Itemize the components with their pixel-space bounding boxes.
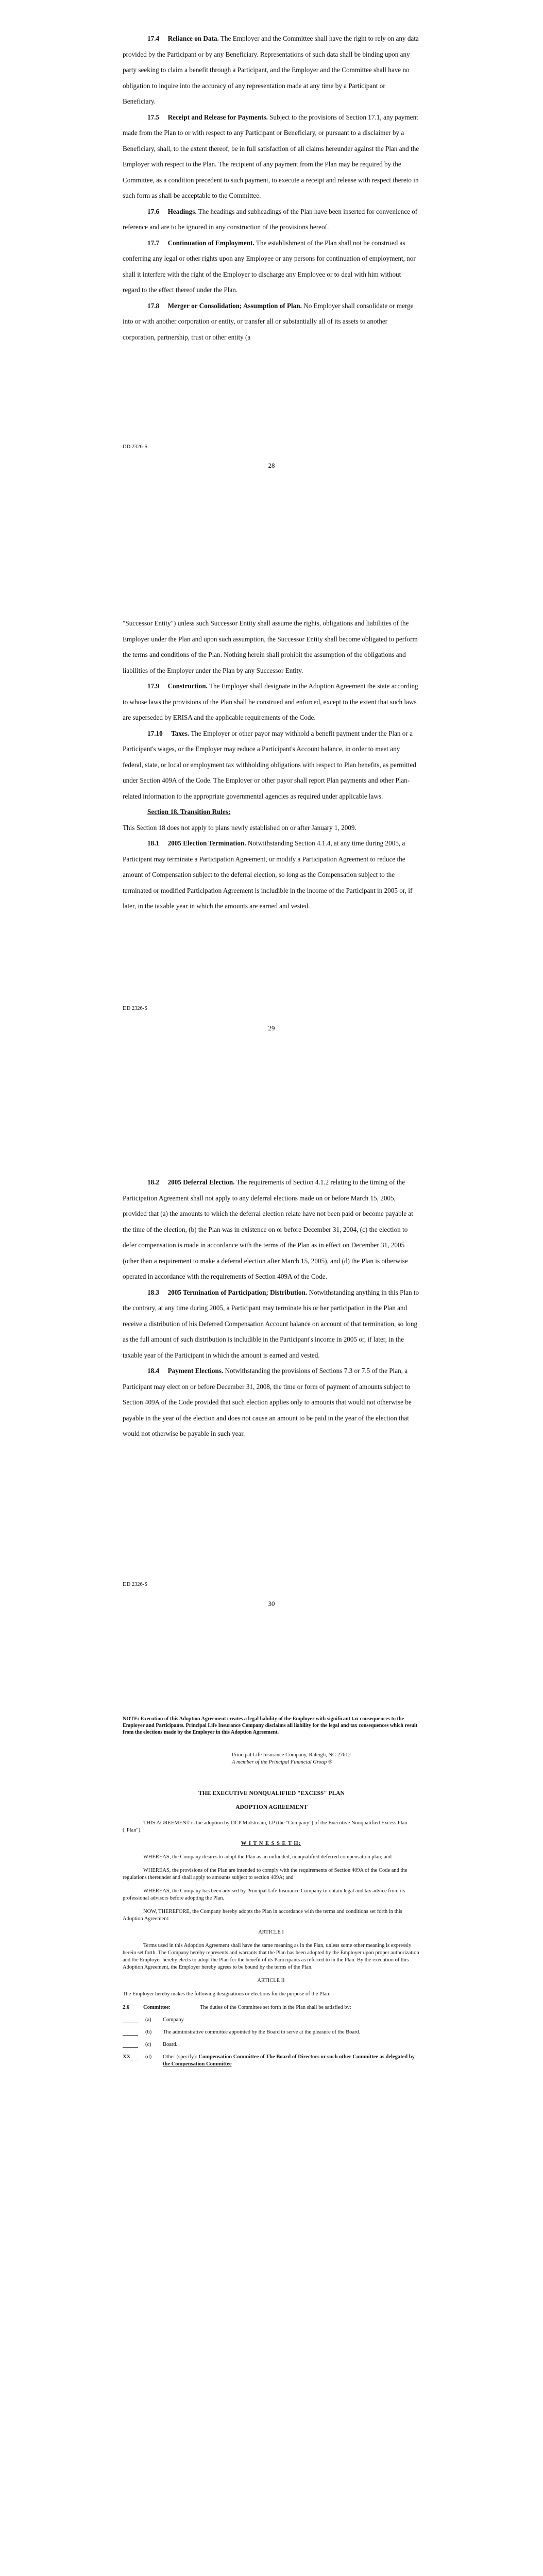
page-number: 30 (268, 1600, 275, 1607)
option-d-mark[interactable]: XX (123, 2054, 138, 2060)
page-number: 29 (268, 1024, 275, 1032)
article-1-heading: ARTICLE I (258, 1929, 284, 1935)
option-c (123, 2041, 419, 2048)
paragraph-18-4: 18.4 Payment Elections. Notwithstanding the provisions of Sections 7.3 or 7.5 of the Plan, a Participant may elect on or before December 31, 2008, the time or form of payment of amounts subject to Section 409A of the Code provided that such election applies only to amounts that would not otherwise be payable in the year of the election and does not cause an amount to be paid in the year of the election that would not otherwise be payable in such year. (123, 1367, 412, 1437)
option-c-mark[interactable] (123, 2041, 138, 2048)
item-text: The duties of the Committee set forth in the Plan shall be satisfied by: (200, 2005, 351, 2010)
option-c-letter: (c) (145, 2042, 151, 2047)
company-tagline: A member of the Principal Financial Group ® (232, 1759, 332, 1765)
section-18-intro: This Section 18 does not apply to plans newly established on or after January 1, 2009. (123, 823, 357, 832)
option-a-mark[interactable] (123, 2016, 138, 2023)
witnesseth: W I T N E S S E T H: (241, 1841, 301, 1846)
option-a-text: Company (163, 2017, 184, 2023)
footer-code: DD 2326-S (123, 1582, 148, 1587)
paragraph-17-5: 17.5 Receipt and Release for Payments. Subject to the provisions of Section 17.1, any payment made from the Plan to or with respect to any Participant or Beneficiary, or pursuant to a disclaimer by a Beneficiary, shall, to the extent thereof, be in full satisfaction of all claims hereunder against the Plan and the Employer with respect to the Plan. The recipient of any payment from the Plan may be required by the Committee, as a condition precedent to such payment, to execute a receipt and release with respect thereto in such form as shall be acceptable to the Committee. (123, 113, 419, 199)
option-d-text (163, 2054, 419, 2068)
section-18-heading: Section 18. Transition Rules: (147, 808, 231, 816)
paragraph-17-6: 17.6 Headings. The headings and subheadings of the Plan have been inserted for convenience of reference and are to be ignored in any construction of the provisions hereof. (123, 207, 418, 231)
option-c-text: Board. (163, 2042, 178, 2047)
option-d-value: Compensation Committee of The Board of Directors or such other Committee as delegated by the Compensation Committee (163, 2054, 415, 2067)
option-b-mark[interactable] (123, 2029, 138, 2036)
option-d-prefix: Other (specify): (163, 2054, 199, 2060)
option-b (123, 2029, 419, 2036)
paragraph-17-10: 17.10 Taxes. The Employer or other payor may withhold a benefit payment under the Plan or a Participant's wages, or the Employer may reduce a Participant's Account balance, in order to meet any federal, state, or local or employment tax withholding obligations with respect to Plan benefits, as permitted under Section 409A of the Code. The Employer or other payor shall report Plan payments and other Plan-related information to the appropriate governmental agencies as required under applicable laws. (123, 729, 416, 800)
footer-code: DD 2326-S (123, 1006, 148, 1011)
page-30 (0, 1123, 543, 1700)
company-line: Principal Life Insurance Company, Raleigh, NC 27612 (232, 1752, 351, 1758)
plan-title: THE EXECUTIVE NONQUALIFIED "EXCESS" PLAN (198, 1790, 345, 1797)
committee-options (123, 2016, 419, 2068)
item-number: 2.6 (123, 2005, 130, 2010)
company-info (232, 1752, 417, 1766)
legal-note: NOTE: Execution of this Adoption Agreement creates a legal liability of the Employer with significant tax consequences to the Employer and Participants. Principal Life Insurance Company disclaims all liability for the legal and tax consequences which result from the elections made by the Employer in this Adoption Agreement. (123, 1716, 418, 1735)
whereas-1: WHEREAS, the Company desires to adopt the Plan as an unfunded, nonqualified deferred compensation plan; and (143, 1854, 392, 1860)
option-d-letter: (d) (145, 2054, 152, 2060)
item-title: Committee: (143, 2005, 171, 2010)
option-a-letter: (a) (145, 2017, 151, 2023)
now-therefore: NOW, THEREFORE, the Company hereby adopts the Plan in accordance with the terms and conditions set forth in this Adoption Agreement: (123, 1909, 402, 1922)
option-b-text: The administrative committee appointed by the Board to serve at the pleasure of the Board. (163, 2029, 361, 2035)
paragraph-18-1: 18.1 2005 Election Termination. Notwithstanding Section 4.1.4, at any time during 2005, a Participant may terminate a Participation Agreement, or modify a Participation Agreement to reduce the amount of Compensation subject to the deferral election, so long as the Compensation subject to the terminated or modified Participation Agreement is includible in the income of the Participant in 2005 or, if later, in the taxable year in which the amounts are earned and vested. (123, 839, 413, 910)
paragraph-17-8: 17.8 Merger or Consolidation; Assumption of Plan. No Employer shall consolidate or merge into or with another corporation or entity, or transfer all or substantially all of its assets to another corporation, partnership, trust or other entity (a (123, 301, 414, 341)
whereas-2: WHEREAS, the provisions of the Plan are intended to comply with the requirements of Section 409A of the Code and the regulations thereunder and shall apply to amounts subject to section 409A; and (123, 1868, 408, 1880)
article-2-heading: ARTICLE II (257, 1978, 285, 1984)
footer-code: DD 2326-S (123, 444, 148, 450)
page-29-body (123, 616, 419, 914)
page-29 (0, 567, 543, 1123)
adoption-agreement-page (0, 1700, 543, 2576)
paragraph-17-7: 17.7 Continuation of Employment. The establishment of the Plan shall not be construed as conferring any legal or other rights upon any Employee or any persons for continuation of employment, nor shall it interfere with the right of the Employer to discharge any Employee or to deal with him without regard to the effect thereof under the Plan. (123, 239, 416, 294)
page-28-body (123, 31, 419, 345)
paragraph-18-3: 18.3 2005 Termination of Participation; Distribution. Notwithstanding anything in this Plan to the contrary, at any time during 2005, a Participant may terminate his or her participation in the Plan and receive a distribution of his Deferred Compensation Account balance on account of that termination, so long as the full amount of such distribution is includible in the Participant's income in 2005 or, if later, in the taxable year of the Participant in which the amount is earned and vested. (123, 1288, 419, 1359)
option-d (123, 2054, 419, 2068)
paragraph-18-2: 18.2 2005 Deferral Election. The requirements of Section 4.1.2 relating to the timing of the Participation Agreement shall not apply to any deferral elections made on or before March 15, 2005, provided that (a) the amounts to which the deferral election relate have not been paid or become payable at the time of the election, (b) the Plan was in existence on or before December 31, 2004, (c) the election to defer compensation is made in accordance with the terms of the Plan as in effect on December 31, 2005 (other than a requirement to make a deferral election after March 15, 2005), and (d) the Plan is otherwise operated in accordance with the requirements of Section 409A of the Code. (123, 1178, 413, 1280)
continuation-text: "Successor Entity") unless such Successor Entity shall assume the rights, obligations and liabilities of the Employer under the Plan and upon such assumption, the Successor Entity shall become obligated to perform the terms and conditions of the Plan. Nothing herein shall prohibit the assumption of the obligations and liabilities of the Employer under the Plan by any Successor Entity. (123, 619, 418, 674)
committee-item (123, 2004, 419, 2011)
paragraph-17-9: 17.9 Construction. The Employer shall designate in the Adoption Agreement the state according to whose laws the provisions of the Plan shall be construed and enforced, except to the extent that such laws are superseded by ERISA and the applicable requirements of the Code. (123, 682, 418, 721)
page-28 (0, 0, 543, 567)
page-30-body (123, 1175, 419, 1442)
option-b-letter: (b) (145, 2029, 152, 2035)
article-1-text: Terms used in this Adoption Agreement shall have the same meaning as in the Plan, unless some other meaning is expressly herein set forth. The Company hereby represents and warrants that the Plan has been adopted by the Employer upon proper authorization and the Employer hereby elects to adopt the Plan for the benefit of its Participants as referred to in the Plan. By the execution of this Adoption Agreement, the Employer hereby agrees to be bound by the terms of the Plan. (123, 1943, 419, 1970)
agreement-body (123, 1820, 419, 2068)
paragraph-17-4: 17.4 Reliance on Data. The Employer and the Committee shall have the right to rely on any data provided by the Participant or by any Beneficiary. Representations of such data shall be binding upon any party seeking to claim a benefit through a Participant, and the Employer and the Committee shall have no obligation to inquire into the accuracy of any representation made at any time by a Participant or Beneficiary. (123, 35, 419, 105)
whereas-3: WHEREAS, the Company has been advised by Principal Life Insurance Company to obtain legal and tax advice from its professional advisors before adopting the Plan. (123, 1888, 405, 1901)
agreement-title: ADOPTION AGREEMENT (235, 1804, 308, 1810)
intro-text: THIS AGREEMENT is the adoption by DCP Midstream, LP (the "Company") of the Executive Nonqualified Excess Plan ("Plan"). (123, 1820, 408, 1833)
page-number: 28 (268, 462, 275, 469)
article-2-text: The Employer hereby makes the following designations or elections for the purpose of the Plan: (123, 1991, 331, 1997)
option-a (123, 2016, 419, 2024)
